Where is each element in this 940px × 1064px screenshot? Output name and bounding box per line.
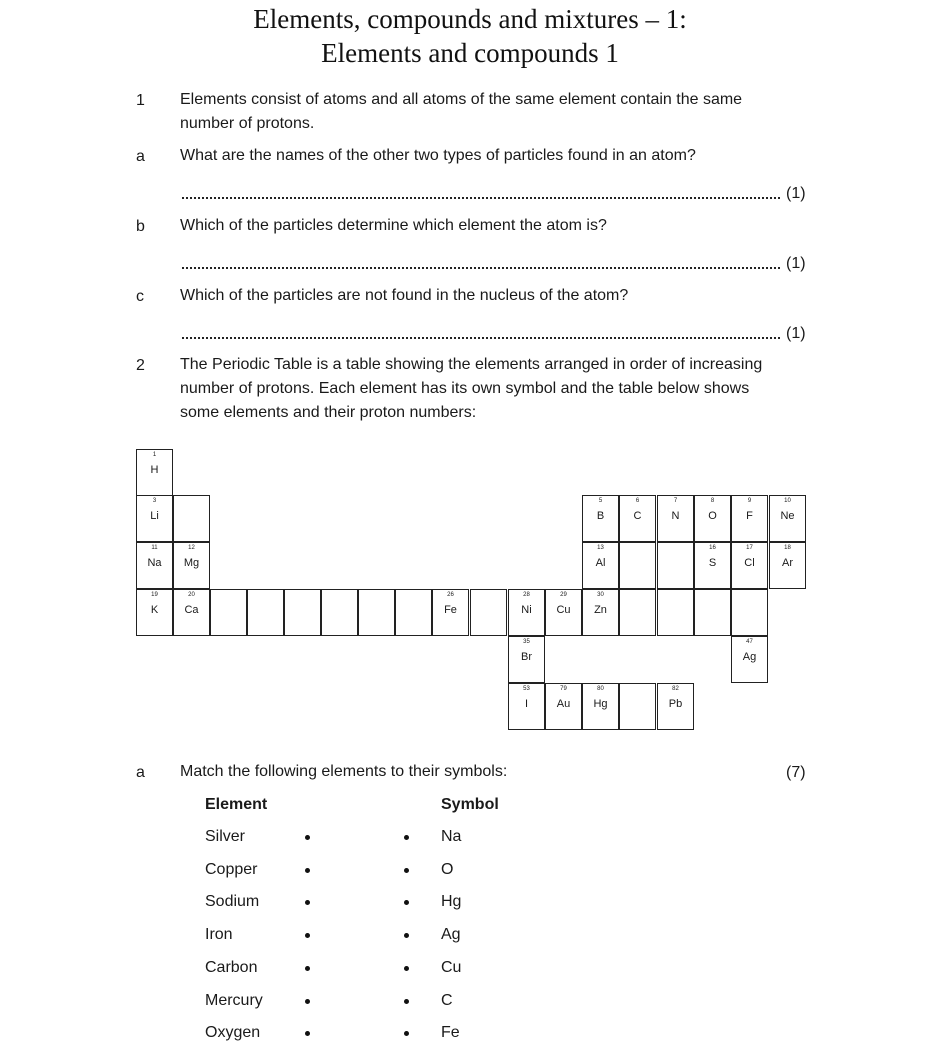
- element-symbol: Ca: [184, 604, 199, 616]
- proton-number: 79: [560, 686, 567, 692]
- element-symbol: Mg: [183, 557, 200, 569]
- proton-number: 20: [188, 592, 195, 598]
- match-element-label: Mercury: [205, 991, 263, 1009]
- match-element-label: Sodium: [205, 893, 260, 911]
- element-cell-o: [694, 495, 731, 542]
- element-cell-pb: [657, 683, 694, 730]
- element-cell-br: [508, 636, 545, 683]
- element-cell-ne: [769, 495, 806, 542]
- element-symbol: Cu: [556, 604, 571, 616]
- element-cell-empty: [731, 589, 768, 636]
- match-element-label: Copper: [205, 860, 258, 878]
- element-symbol: Ne: [780, 510, 795, 522]
- proton-number: 82: [672, 686, 679, 692]
- proton-number: 1: [152, 452, 157, 458]
- element-symbol: F: [746, 510, 753, 522]
- match-symbol-dot[interactable]: [404, 933, 409, 938]
- element-cell-al: [582, 542, 619, 589]
- element-cell-hg: [582, 683, 619, 730]
- element-cell-ni: [508, 589, 545, 636]
- question-1a-marks: (1): [786, 185, 806, 202]
- element-cell-i: [508, 683, 545, 730]
- element-cell-empty: [657, 589, 694, 636]
- element-symbol: Ni: [521, 604, 532, 616]
- match-symbol-dot[interactable]: [404, 835, 409, 840]
- element-cell-cu: [545, 589, 582, 636]
- element-cell-empty: [210, 589, 247, 636]
- match-element-dot[interactable]: [305, 966, 310, 971]
- answer-line-1a[interactable]: [182, 197, 780, 199]
- match-symbol-dot[interactable]: [404, 999, 409, 1004]
- question-1a-text: What are the names of the other two types of particles found in an atom?: [180, 147, 696, 164]
- element-cell-ar: [769, 542, 806, 589]
- element-cell-ag: [731, 636, 768, 683]
- symbol-column-header: Symbol: [441, 796, 499, 813]
- answer-line-1b[interactable]: [182, 267, 780, 269]
- element-cell-empty: [657, 542, 694, 589]
- element-symbol: I: [524, 698, 529, 710]
- proton-number: 47: [746, 639, 753, 645]
- proton-number: 26: [447, 592, 454, 598]
- element-cell-zn: [582, 589, 619, 636]
- element-symbol: B: [596, 510, 605, 522]
- element-cell-empty: [321, 589, 358, 636]
- question-1b-label: b: [136, 218, 145, 235]
- element-cell-empty: [619, 683, 656, 730]
- match-element-dot[interactable]: [305, 933, 310, 938]
- proton-number: 53: [523, 686, 530, 692]
- element-cell-c: [619, 495, 656, 542]
- match-symbol-label: O: [441, 860, 454, 878]
- element-symbol: Cl: [744, 557, 755, 569]
- match-element-label: Iron: [205, 926, 233, 944]
- match-element-dot[interactable]: [305, 999, 310, 1004]
- element-cell-empty: [173, 495, 210, 542]
- match-symbol-dot[interactable]: [404, 1031, 409, 1036]
- question-1b-marks: (1): [786, 255, 806, 272]
- element-symbol: Na: [147, 557, 162, 569]
- element-cell-f: [731, 495, 768, 542]
- match-symbol-label: Hg: [441, 893, 462, 911]
- element-symbol: S: [708, 557, 717, 569]
- match-symbol-label: Na: [441, 828, 462, 845]
- proton-number: 13: [597, 545, 604, 551]
- match-symbol-dot[interactable]: [404, 900, 409, 905]
- proton-number: 12: [188, 545, 195, 551]
- element-cell-mg: [173, 542, 210, 589]
- proton-number: 80: [597, 686, 604, 692]
- match-element-label: Silver: [205, 828, 246, 845]
- question-1-intro: Elements consist of atoms and all atoms of the same element contain the same number of protons.: [180, 91, 743, 132]
- match-symbol-dot[interactable]: [404, 966, 409, 971]
- element-symbol: H: [150, 464, 159, 476]
- element-cell-empty: [470, 589, 507, 636]
- proton-number: 19: [151, 592, 158, 598]
- proton-number: 16: [709, 545, 716, 551]
- proton-number: 18: [784, 545, 791, 551]
- element-cell-empty: [619, 542, 656, 589]
- element-cell-empty: [247, 589, 284, 636]
- element-symbol: Al: [595, 557, 606, 569]
- element-symbol: Fe: [444, 604, 457, 616]
- element-symbol: K: [150, 604, 159, 616]
- element-symbol: Br: [521, 651, 532, 663]
- element-cell-k: [136, 589, 173, 636]
- match-element-label: Oxygen: [205, 1024, 261, 1042]
- title-line-1: Elements, compounds and mixtures – 1:: [253, 4, 687, 34]
- proton-number: 10: [784, 498, 791, 504]
- proton-number: 11: [151, 545, 158, 551]
- proton-number: 28: [523, 592, 530, 598]
- element-cell-li: [136, 495, 173, 542]
- match-element-label: Carbon: [205, 958, 258, 976]
- question-2-intro: The Periodic Table is a table showing the elements arranged in order of increasing number of protons. Each element has its own symbol and the table below shows some elements and their proton numbers:: [180, 356, 763, 421]
- match-element-dot[interactable]: [305, 1031, 310, 1036]
- element-symbol: Ar: [782, 557, 793, 569]
- match-symbol-dot[interactable]: [404, 868, 409, 873]
- element-cell-empty: [694, 589, 731, 636]
- question-1b-text: Which of the particles determine which element the atom is?: [180, 217, 607, 234]
- element-symbol: O: [708, 510, 717, 522]
- proton-number: 29: [560, 592, 567, 598]
- question-1c-marks: (1): [786, 325, 806, 342]
- answer-line-1c[interactable]: [182, 337, 780, 339]
- question-1a-label: a: [136, 148, 145, 165]
- element-cell-au: [545, 683, 582, 730]
- element-cell-ca: [173, 589, 210, 636]
- proton-number: 8: [710, 498, 715, 504]
- element-symbol: Zn: [594, 604, 607, 616]
- question-1c-label: c: [136, 288, 144, 305]
- element-symbol: C: [633, 510, 642, 522]
- proton-number: 5: [598, 498, 603, 504]
- element-cell-empty: [358, 589, 395, 636]
- element-symbol: Pb: [668, 698, 683, 710]
- match-element-dot[interactable]: [305, 868, 310, 873]
- match-symbol-label: Cu: [441, 958, 462, 976]
- match-element-dot[interactable]: [305, 900, 310, 905]
- element-cell-empty: [619, 589, 656, 636]
- element-cell-b: [582, 495, 619, 542]
- match-symbol-label: C: [441, 991, 453, 1009]
- element-symbol: Au: [556, 698, 571, 710]
- proton-number: 9: [747, 498, 752, 504]
- proton-number: 17: [746, 545, 753, 551]
- title-line-2: Elements and compounds 1: [321, 38, 619, 68]
- proton-number: 3: [152, 498, 157, 504]
- element-cell-cl: [731, 542, 768, 589]
- element-column-header: Element: [205, 796, 268, 813]
- proton-number: 30: [597, 592, 604, 598]
- element-symbol: Ag: [742, 651, 757, 663]
- element-cell-s: [694, 542, 731, 589]
- question-2a-label: a: [136, 764, 145, 781]
- element-symbol: N: [671, 510, 680, 522]
- element-cell-empty: [284, 589, 321, 636]
- match-symbol-label: Ag: [441, 926, 461, 944]
- question-2a-marks: (7): [786, 764, 806, 781]
- question-2a-text: Match the following elements to their symbols:: [180, 763, 508, 780]
- match-symbol-label: Fe: [441, 1024, 460, 1042]
- element-symbol: Hg: [593, 698, 608, 710]
- question-1c-text: Which of the particles are not found in the nucleus of the atom?: [180, 287, 629, 304]
- proton-number: 7: [673, 498, 678, 504]
- question-2-number: 2: [136, 357, 145, 374]
- element-cell-n: [657, 495, 694, 542]
- question-1-number: 1: [136, 92, 145, 109]
- proton-number: 6: [635, 498, 640, 504]
- element-cell-na: [136, 542, 173, 589]
- element-symbol: Li: [150, 510, 159, 522]
- match-element-dot[interactable]: [305, 835, 310, 840]
- proton-number: 35: [523, 639, 530, 645]
- element-cell-empty: [395, 589, 432, 636]
- element-cell-fe: [432, 589, 469, 636]
- element-cell-h: [136, 449, 173, 496]
